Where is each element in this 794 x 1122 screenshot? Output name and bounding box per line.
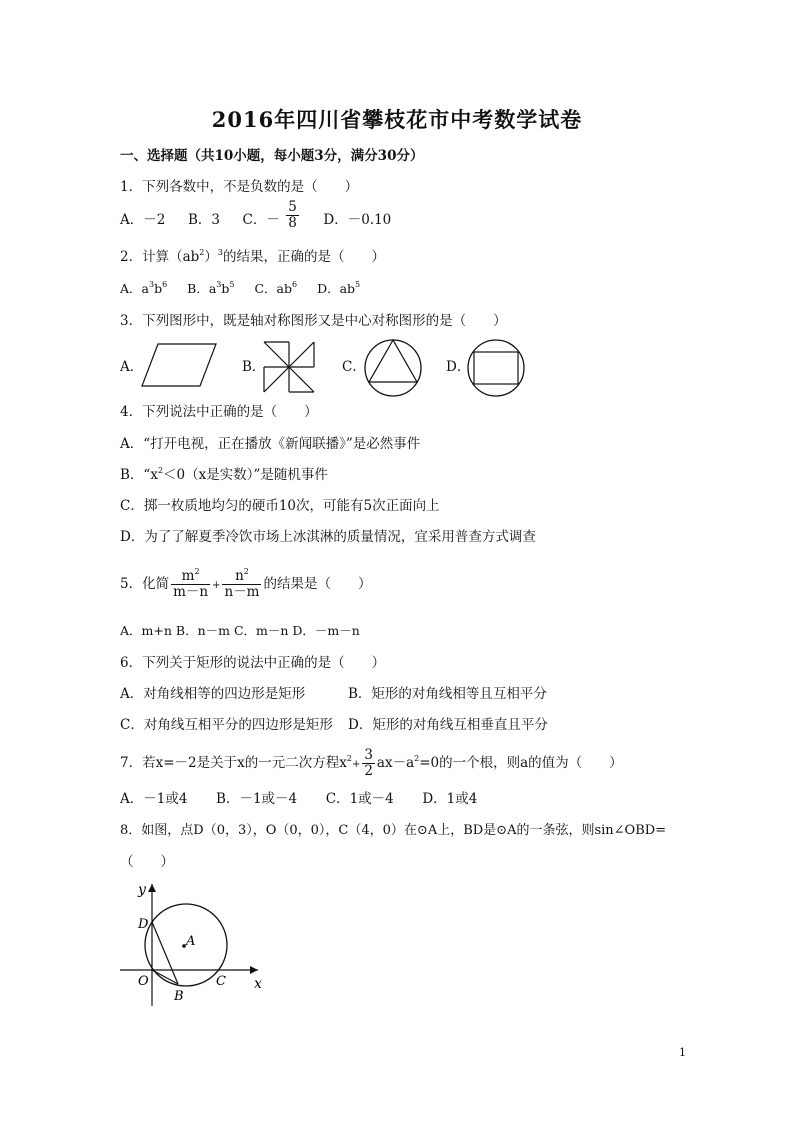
q7-option-a: A．－1或4 [120, 791, 188, 807]
q2-exponent: 2 [199, 248, 205, 257]
q7-options [120, 790, 477, 808]
q6-option-d: D．矩形的对角线互相垂直且平分 [348, 717, 548, 733]
q1-option-b: B．3 [187, 212, 220, 228]
label-a: A [186, 934, 196, 949]
q5-stem [120, 564, 371, 604]
page-number: 1 [679, 1046, 686, 1059]
q2-exponent: 3 [217, 248, 223, 257]
q3-label-b: B． [242, 359, 266, 375]
q5-prefix: 5．化简 [120, 576, 170, 592]
x-axis-arrow [250, 966, 258, 974]
q2-stem-part: 2．计算（ab [120, 249, 200, 265]
q2-option-a: A．$a^3b^6$ [120, 280, 168, 296]
q1-options [120, 199, 392, 231]
parallelogram-figure [140, 340, 218, 390]
label-d: D [138, 917, 149, 932]
q7-fraction: $\frac{3}{2}$ [364, 747, 373, 779]
y-axis-arrow [148, 884, 156, 892]
q3-stem: 3．下列图形中，既是轴对称图形又是中心对称图形的是（ ） [120, 313, 507, 329]
fraction-denominator: 8 [288, 215, 297, 231]
q4-stem: 4．下列说法中正确的是（ ） [120, 404, 318, 420]
q5-options: A．m+n B．n－m C．m－n D．－m－n [120, 623, 360, 638]
circle-triangle-figure [362, 337, 424, 399]
chord-bd [152, 922, 178, 984]
q2-option-b: B．$a^3b^5$ [187, 280, 235, 296]
section-heading: 一、选择题（共10小题，每小题3分，满分30分） [120, 148, 424, 164]
label-y: y [138, 882, 146, 898]
fraction-numerator: 5 [288, 199, 297, 215]
q7-option-c: C．1或－4 [325, 791, 394, 807]
q8-circle-diagram [116, 878, 266, 1010]
label-x: x [254, 976, 262, 992]
q2-stem-part: 的结果，正确的是（ ） [222, 249, 385, 265]
segment-ob [152, 970, 178, 984]
pinwheel-figure [262, 340, 316, 394]
label-c: C [216, 974, 226, 989]
q4-option-c: C．掷一枚质地均匀的硬币10次，可能有5次正面向上 [120, 498, 440, 514]
q1-option-c-prefix: C．－ [242, 212, 280, 228]
q3-label-c: C． [342, 359, 366, 375]
q8-stem-continued: （ ） [120, 854, 174, 870]
q1-option-d: D．－0.10 [323, 212, 392, 228]
q6-option-c: C．对角线互相平分的四边形是矩形 [120, 717, 333, 733]
q4-option-d: D．为了了解夏季冷饮市场上冰淇淋的质量情况，宜采用普查方式调查 [120, 529, 536, 545]
q6-stem: 6．下列关于矩形的说法中正确的是（ ） [120, 655, 386, 671]
q3-label-d: D． [446, 359, 471, 375]
q5-fraction-2: $\frac{n^2}{n-m}$ [224, 567, 260, 600]
q5-fraction-1: $\frac{m^2}{m-n}$ [173, 567, 209, 600]
circle-rectangle-figure [464, 337, 528, 399]
plus-sign: + [212, 580, 221, 591]
label-o: O [138, 974, 149, 989]
page-title: 2016年四川省攀枝花市中考数学试卷 [211, 107, 583, 132]
label-b: B [174, 989, 184, 1004]
q2-stem-part: ） [204, 249, 218, 265]
q7-option-d: D．1或4 [422, 791, 478, 807]
q2-option-c: C．$ab^6$ [254, 280, 298, 296]
q4-option-b: B．“$x^2<0(x$是实数）”是随机事件 [120, 466, 328, 483]
q4-option-a: A．“打开电视，正在播放《新闻联播》”是必然事件 [120, 436, 421, 452]
q5-suffix: 的结果是（ ） [263, 576, 372, 592]
q7-stem: 7．若x=－2是关于x的一元二次方程$x^2+$ $\frac{3}{2}$ $ax-a^2=0$的一个根，则a的值为（ ） [120, 747, 623, 779]
q6-option-a: A．对角线相等的四边形是矩形 [120, 686, 306, 702]
q2-options [120, 280, 360, 298]
q7-option-b: B．－1或－4 [216, 791, 298, 807]
q1-option-a: A．－2 [120, 212, 166, 228]
q3-label-a: A． [120, 359, 144, 375]
q1-option-c-fraction [286, 200, 299, 231]
q2-stem [120, 248, 385, 266]
q6-option-b: B．矩形的对角线相等且互相平分 [348, 686, 547, 702]
q2-option-d: D．$ab^5$ [317, 280, 361, 296]
q1-stem: 1．下列各数中，不是负数的是（ ） [120, 179, 359, 195]
q8-stem: 8．如图，点D（0，3），O（0，0），C（4，0）在⊙A上，BD是⊙A的一条弦，则sin∠OBD= [120, 823, 667, 838]
